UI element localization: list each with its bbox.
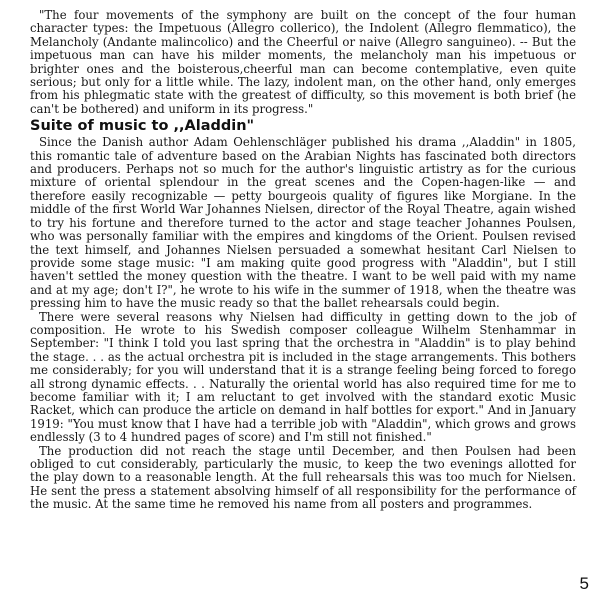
body-paragraph-3: The production did not reach the stage until December, and then Poulsen had been obliged to cut considerably, particularly the music, to keep the two evenings allotted for the play down to a reasonable length. At the full rehearsals this was too much for Nielsen. He sent the press a statement absolving himself of all responsibility for the performance of the music. At the same time he removed his name from all posters and programmes. <box>30 443 576 512</box>
section-heading: Suite of music to ,,Aladdin" <box>30 118 255 135</box>
intro-quote-paragraph: "The four movements of the symphony are built on the concept of the four human character types: the Impetuous (Allegro collerico), the Indolent (Allegro flemmatico), the Melancholy (Andante malincolico) and the Cheerful or naive (Allegro sanguineo). -- But the impetuous man can have his milder moments, the melancholy man his impetuous or brighter ones and the boisterous,cheerful man can become contemplative, even quite serious; but only for a little while. The lazy, indolent man, on the other hand, only emerges from his phlegmatic state with the greatest of difficulty, so this movement is both brief (he can't be bothered) and uniform in its progress." <box>30 8 576 116</box>
text-column <box>30 9 576 512</box>
page-number: 5 <box>579 574 589 593</box>
body-paragraph-1: Since the Danish author Adam Oehlenschläger published his drama ,,Aladdin" in 1805, this romantic tale of adventure based on the Arabian Nights has fascinated both directors and producers. Perhaps not so much for the author's linguistic artistry as for the curious mixture of oriental splendour in the great scenes and the Copen-hagen-like — and therefore easily recognizable — petty bourgeois quality of figures like Morgiane. In the middle of the first World War Johannes Nielsen, director of the Royal Theatre, again wished to try his fortune and therefore turned to the actor and stage teacher Johannes Poulsen, who was personally familiar with the empires and kingdoms of the Orient. Poulsen revised the text himself, and Johannes Nielsen persuaded a somewhat hesitant Carl Nielsen to provide some stage music: "I am making quite good progress with "Aladdin", but I still haven't settled the money question with the theatre. I want to be well paid with my name and at my age; don't I?", he wrote to his wife in the summer of 1918, when the theatre was pressing him to have the music ready so that the ballet rehearsals could begin. <box>30 135 576 311</box>
body-paragraph-2: There were several reasons why Nielsen had difficulty in getting down to the job of composition. He wrote to his Swedish composer colleague Wilhelm Stenhammar in September: "I think I told you last spring that the orchestra in "Aladdin" is to play behind the stage. . . as the actual orchestra pit is included in the stage arrangements. This bothers me considerably; for you will understand that it is a strange feeling being forced to forego all strong dynamic effects. . . Naturally the oriental world has also required time for me to become familiar with it; I am reluctant to get involved with the standard exotic Music Racket, which can produce the article on demand in half bottles for export." And in January 1919: "You must know that I have had a terrible job with "Aladdin", which grows and grows endlessly (3 to 4 hundred pages of score) and I'm still not finished." <box>30 309 576 445</box>
